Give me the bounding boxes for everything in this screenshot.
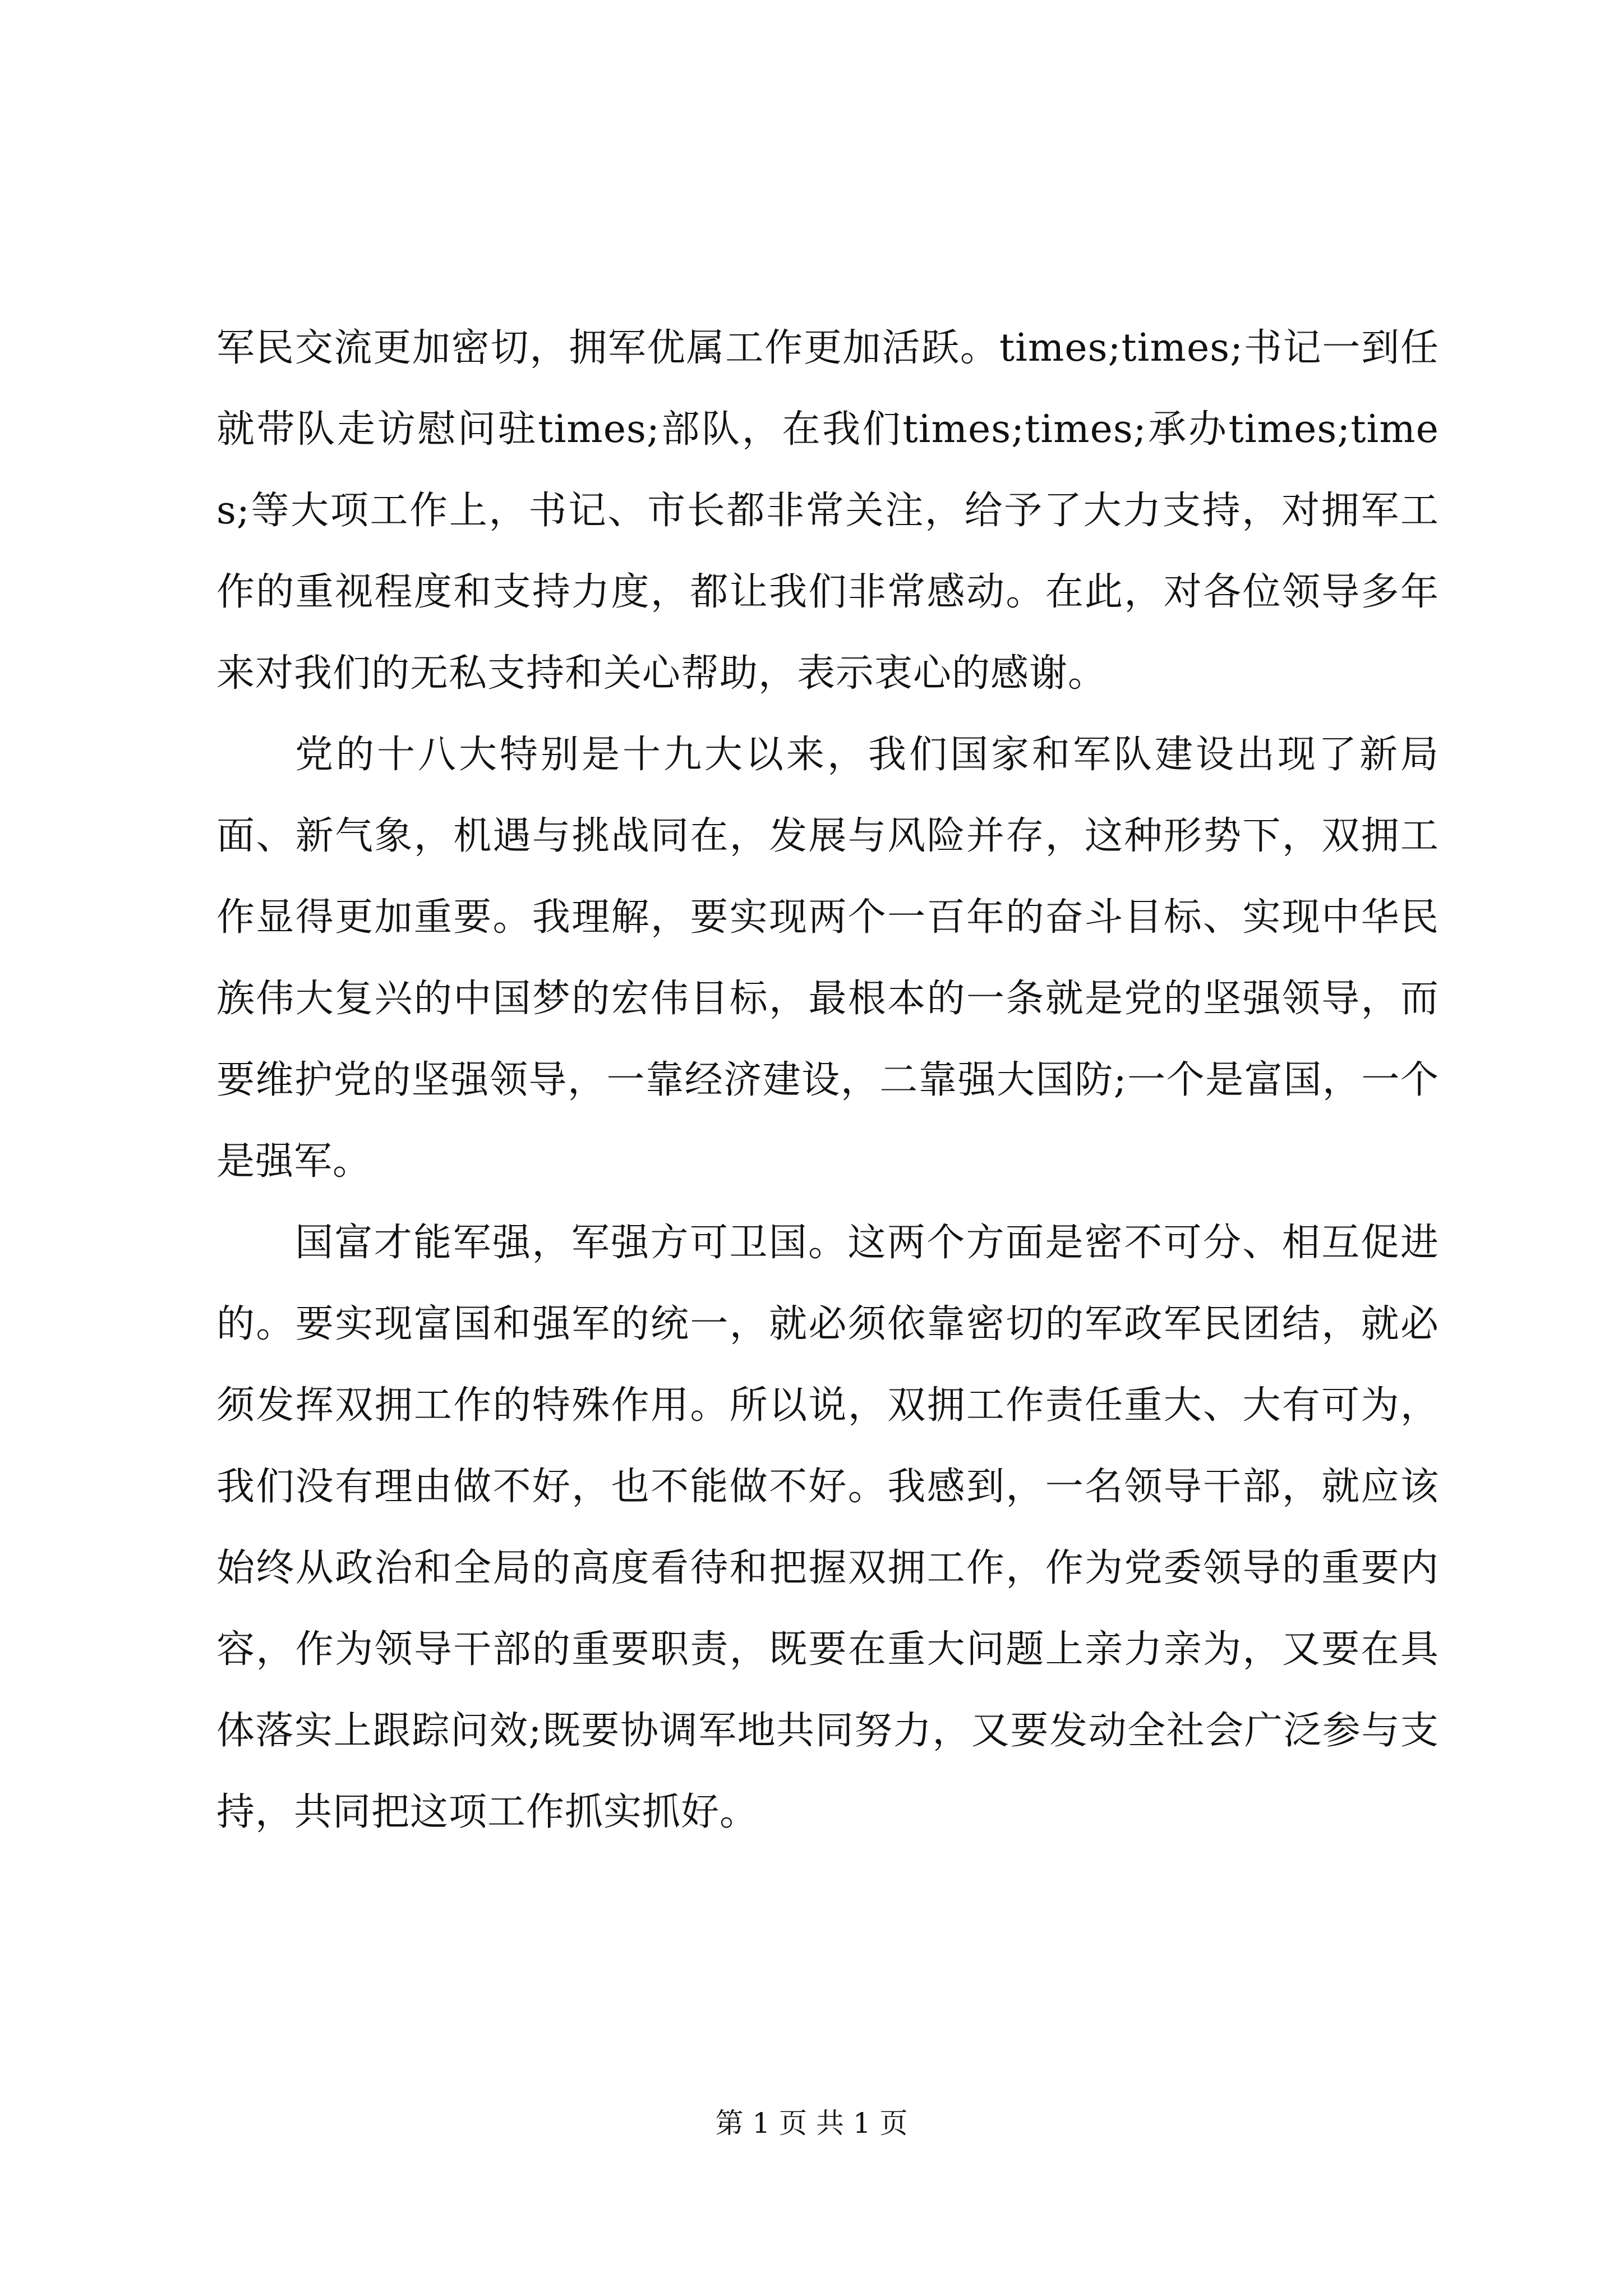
paragraph-2: 党的十八大特别是十九大以来，我们国家和军队建设出现了新局面、新气象，机遇与挑战同在，发展与风险并存，这种形势下，双拥工作显得更加重要。我理解，要实现两个一百年的奋斗目标、实现中华民族伟大复兴的中国梦的宏伟目标，最根本的一条就是党的坚强领导，而要维护党的坚强领导，一靠经济建设，二靠强大国防;一个是富国，一个是强军。 — [216, 733, 1439, 1184]
paragraph-3: 国富才能军强，军强方可卫国。这两个方面是密不可分、相互促进的。要实现富国和强军的统一，就必须依靠密切的军政军民团结，就必须发挥双拥工作的特殊作用。所以说，双拥工作责任重大、大有可为，我们没有理由做不好，也不能做不好。我感到，一名领导干部，就应该始终从政治和全局的高度看待和把握双拥工作，作为党委领导的重要内容，作为领导干部的重要职责，既要在重大问题上亲力亲为，又要在具体落实上跟踪问效;既要协调军地共同努力，又要发动全社会广泛参与支持，共同把这项工作抓实抓好。 — [216, 1221, 1439, 1834]
paragraph-1: 军民交流更加密切，拥军优属工作更加活跃。times;times;书记一到任就带队走访慰问驻times;部队，在我们times;times;承办times;times;等大项工作上，书记、市长都非常关注，给予了大力支持，对拥军工作的重视程度和支持力度，都让我们非常感动。在此，对各位领导多年来对我们的无私支持和关心帮助，表示衷心的感谢。 — [216, 326, 1439, 696]
page-number-footer: 第 1 页 共 1 页 — [715, 2107, 908, 2139]
document-body — [216, 307, 1439, 1853]
